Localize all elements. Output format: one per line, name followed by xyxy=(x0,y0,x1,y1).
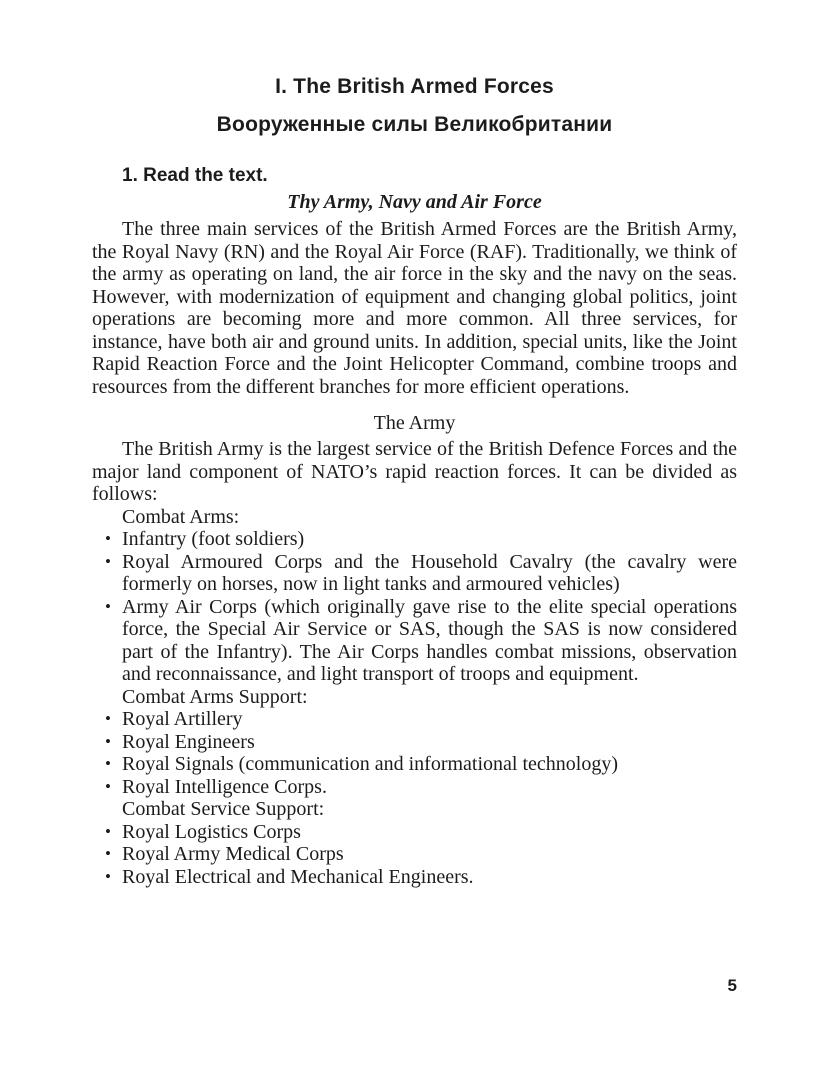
chapter-title-english: I. The British Armed Forces xyxy=(275,75,554,98)
exercise-instruction: 1. Read the text. xyxy=(122,165,268,186)
list-item: • Royal Artillery xyxy=(92,708,737,731)
list-item: • Royal Army Medical Corps xyxy=(92,843,737,866)
bullet-list xyxy=(92,821,737,889)
group-label: Combat Arms: xyxy=(122,505,240,528)
army-intro-paragraph: The British Army is the largest service of the British Defence Forces and the major land component of NATO’s rapid reaction forces. It can be divided as follows: xyxy=(92,438,737,505)
section-heading-army: The Army xyxy=(373,412,456,434)
list-item: • Royal Electrical and Mechanical Engineers. xyxy=(92,866,737,889)
group-label: Combat Arms Support: xyxy=(122,685,308,708)
group-label: Combat Service Support: xyxy=(122,798,325,820)
bullet-list xyxy=(92,708,737,798)
reading-text-title: Thy Army, Navy and Air Force xyxy=(287,191,542,213)
page-content xyxy=(92,74,737,888)
list-item: • Royal Signals (communication and informational technology) xyxy=(92,753,737,776)
list-item: • Royal Logistics Corps xyxy=(92,821,737,844)
list-item: • Army Air Corps (which originally gave rise to the elite special operations force, the Special Air Service or SAS, though the SAS is now considered part of the Infantry). The Air Corps handles combat missions, observation and reconnaissance, and light transport of troops and equipment. xyxy=(92,596,737,686)
list-item: • Infantry (foot soldiers) xyxy=(92,528,737,551)
army-structure xyxy=(92,506,737,889)
list-item: • Royal Intelligence Corps. xyxy=(92,776,737,799)
bullet-list xyxy=(92,528,737,686)
page-number: 5 xyxy=(727,976,737,995)
chapter-title-russian: Вооруженные силы Великобритании xyxy=(216,113,613,136)
intro-paragraph: The three main services of the British Armed Forces are the British Army, the Royal Navy (RN) and the Royal Air Force (RAF). Traditionally, we think of the army as operating on land, the air force in the sky and the navy on the seas. However, with modernization of equipment and changing global politics, joint operations are becoming more and more common. All three services, for instance, have both air and ground units. In addition, special units, like the Joint Rapid Reaction Force and the Joint Helicopter Command, combine troops and resources from the different branches for more efficient operations. xyxy=(92,218,737,398)
list-item: • Royal Armoured Corps and the Household Cavalry (the cavalry were formerly on horses, now in light tanks and armoured vehicles) xyxy=(92,551,737,596)
list-item: • Royal Engineers xyxy=(92,731,737,754)
